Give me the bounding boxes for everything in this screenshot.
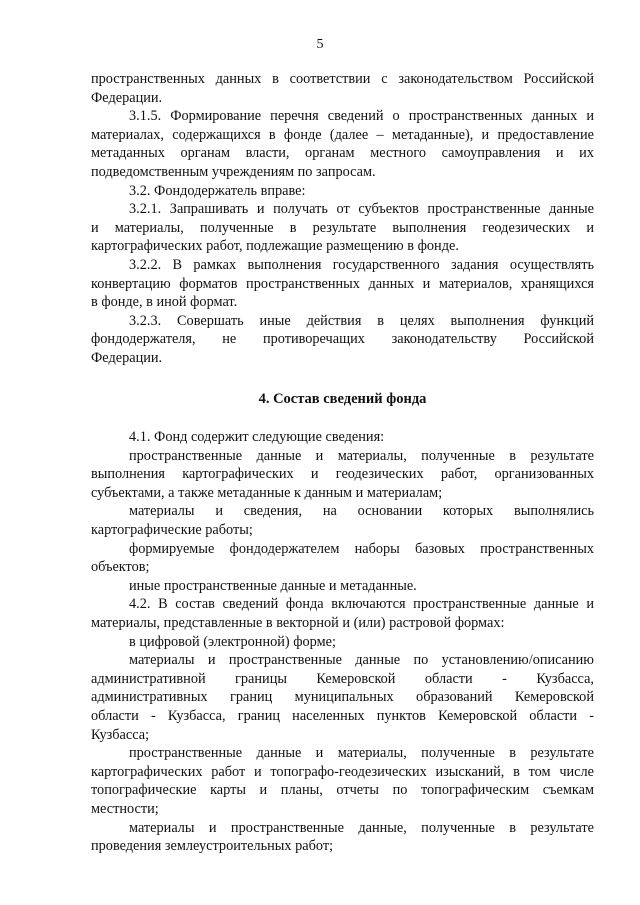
text-line: пространственные данные и материалы, полученные в результате (129, 745, 594, 762)
text-line: Федерации. (91, 89, 163, 106)
text-line: картографические работы; (91, 522, 253, 539)
text-line: 4.1. Фонд содержит следующие сведения: (129, 429, 385, 446)
text-line: Федерации. (91, 349, 163, 366)
text-line: 3.2.3. Совершать иные действия в целях выполнения функций (129, 312, 594, 329)
paragraph (91, 633, 594, 652)
text-line: административных границ муниципальных образований Кемеровской (91, 689, 594, 706)
paragraph (91, 577, 594, 596)
paragraph (91, 595, 594, 632)
paragraph (91, 428, 594, 447)
text-line: Кузбасса; (91, 726, 150, 743)
paragraph (91, 256, 594, 312)
paragraph (91, 819, 594, 856)
text-line: области - Кузбасса, границ населенных пунктов Кемеровской области - (91, 708, 594, 724)
paragraph (91, 182, 594, 201)
paragraph (91, 107, 594, 181)
text-line: административной границы Кемеровской области - Кузбасса, (91, 670, 594, 687)
text-line: местности; (91, 800, 159, 817)
paragraph (91, 200, 594, 256)
text-line: в фонде, в иной формат. (91, 294, 238, 311)
text-line: пространственных данных в соответствии с законодательством Российской (91, 71, 594, 87)
text-line: 4.2. В состав сведений фонда включаются пространственные данные и (129, 596, 594, 613)
text-line: в цифровой (электронной) форме; (129, 633, 336, 650)
text-line: выполнения картографических и геодезических работ, организованных (91, 466, 594, 483)
paragraph (91, 744, 594, 818)
paragraph (91, 540, 594, 577)
text-line: топографические карты и планы, отчеты по топографическим съемкам (91, 782, 594, 799)
text-line: картографических работ и топографо-геодезических изысканий, в том числе (91, 763, 594, 780)
text-line: материалы и сведения, на основании которых выполнялись (129, 503, 594, 520)
text-line: 3.1.5. Формирование перечня сведений о пространственных данных и (129, 108, 594, 125)
text-line: 3.2.1. Запрашивать и получать от субъектов пространственные данные (129, 201, 594, 218)
text-line: материалы и пространственные данные, полученные в результате (129, 819, 594, 836)
text-line: и материалы, полученные в результате выполнения геодезических и (91, 219, 594, 236)
text-line: фондодержателя, не противоречащих законодательству Российской (91, 331, 594, 348)
text-line: подведомственным учреждениям по запросам. (91, 163, 376, 180)
text-line: материалах, содержащихся в фонде (далее – метаданные), и предоставление (91, 126, 594, 143)
section-3-continuation (91, 70, 594, 368)
paragraph (91, 447, 594, 503)
text-line: проведения землеустроительных работ; (91, 838, 334, 855)
text-line: конвертацию форматов пространственных данных и материалов, хранящихся (91, 275, 594, 292)
text-line: 3.2. Фондодержатель вправе: (129, 182, 306, 199)
text-line: пространственные данные и материалы, полученные в результате (129, 447, 594, 464)
text-line: объектов; (91, 559, 150, 576)
section-heading: 4. Состав сведений фонда (258, 390, 427, 407)
text-line: иные пространственные данные и метаданные. (129, 577, 417, 594)
text-line: метаданных органам власти, органам местного самоуправления и их (91, 145, 594, 162)
text-line: формируемые фондодержателем наборы базовых пространственных (129, 540, 594, 557)
paragraph (91, 312, 594, 368)
text-line: субъектами, а также метаданные к данным и материалам; (91, 484, 443, 501)
page-number: 5 (316, 37, 324, 52)
section-4-content (91, 428, 594, 856)
document-body (91, 70, 594, 856)
text-line: материалы, представленные в векторной и (или) растровой формах: (91, 615, 505, 632)
text-line: материалы и пространственные данные по установлению/описанию (129, 652, 594, 669)
text-line: 3.2.2. В рамках выполнения государственного задания осуществлять (129, 256, 594, 273)
paragraph (91, 70, 594, 107)
paragraph (91, 651, 594, 744)
paragraph (91, 502, 594, 539)
text-line: картографических работ, подлежащие размещению в фонде. (91, 238, 459, 255)
